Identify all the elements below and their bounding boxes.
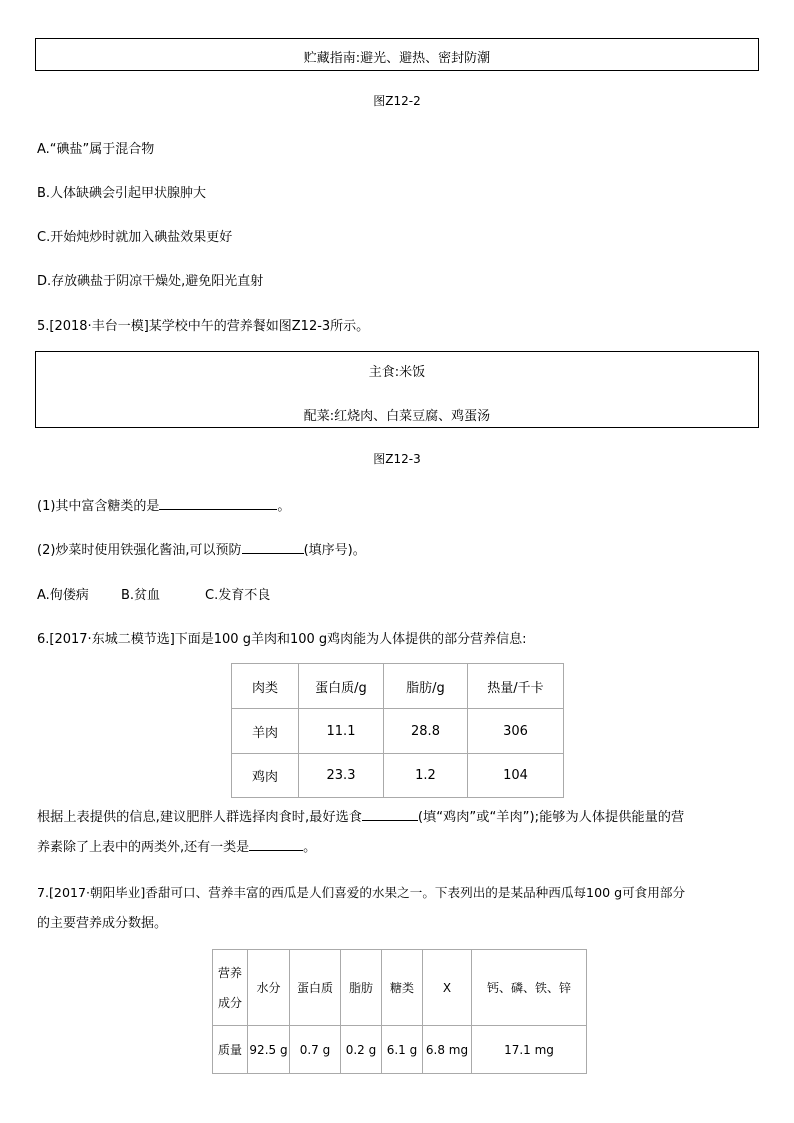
answer-blank[interactable] — [159, 497, 277, 510]
table-header: 肉类 — [232, 664, 299, 709]
question-5-1 — [37, 495, 290, 514]
table-header: 脂肪/g — [384, 664, 468, 709]
q5-option-a: A.佝偻病 — [37, 588, 89, 603]
table-cell: 1.2 — [384, 754, 468, 798]
table-header: 热量/千卡 — [468, 664, 564, 709]
q6-text-1: 根据上表提供的信息,建议肥胖人群选择肉食时,最好选食 — [37, 810, 362, 825]
option-c: C.开始炖炒时就加入碘盐效果更好 — [37, 230, 233, 245]
question-7-line1: 7.[2017·朝阳毕业]香甜可口、营养丰富的西瓜是人们喜爱的水果之一。下表列出的是某品种西瓜每100 g可食用部分 — [37, 885, 686, 900]
q6-text-2: (填“鸡肉”或“羊肉”);能够为人体提供能量的营 — [417, 810, 685, 825]
q5-option-c: C.发育不良 — [205, 588, 271, 603]
menu-side-dishes: 配菜:红烧肉、白菜豆腐、鸡蛋汤 — [303, 409, 491, 424]
answer-blank[interactable] — [362, 808, 418, 821]
watermelon-nutrition-table — [212, 949, 587, 1074]
answer-blank[interactable] — [249, 838, 303, 851]
q6-text-3: 养素除了上表中的两类外,还有一类是 — [37, 840, 250, 855]
table-cell: 6.1 g — [382, 1026, 423, 1074]
option-d: D.存放碘盐于阴凉干燥处,避免阳光直射 — [37, 274, 264, 289]
meat-nutrition-table — [231, 663, 564, 798]
menu-box — [35, 351, 759, 428]
question-5-2 — [37, 539, 366, 558]
answer-blank[interactable] — [242, 541, 304, 554]
table-header: 水分 — [248, 950, 290, 1026]
question-5-2-text: (2)炒菜时使用铁强化酱油,可以预防 — [37, 543, 242, 558]
table-header: 钙、磷、铁、锌 — [472, 950, 587, 1026]
menu-staple: 主食:米饭 — [368, 365, 426, 380]
table-cell: 92.5 g — [248, 1026, 290, 1074]
question-6: 6.[2017·东城二模节选]下面是100 g羊肉和100 g鸡肉能为人体提供的部分营养信息: — [37, 632, 527, 647]
table-cell: 6.8 mg — [423, 1026, 472, 1074]
question-6-body-line1 — [37, 806, 684, 825]
table-header: 蛋白质 — [290, 950, 341, 1026]
figure-caption-z12-3: 图Z12-3 — [373, 452, 421, 466]
q6-text-4: 。 — [303, 840, 317, 855]
table-cell: 0.2 g — [341, 1026, 382, 1074]
table-cell: 17.1 mg — [472, 1026, 587, 1074]
table-cell: 28.8 — [384, 709, 468, 754]
table-header-text: 成分 — [217, 995, 242, 1010]
table-header: 糖类 — [382, 950, 423, 1026]
table-header: 蛋白质/g — [299, 664, 384, 709]
table-cell: 0.7 g — [290, 1026, 341, 1074]
storage-guide-text: 贮藏指南:避光、避热、密封防潮 — [303, 51, 491, 66]
option-a: A.“碘盐”属于混合物 — [37, 142, 155, 157]
table-cell: 羊肉 — [232, 709, 299, 754]
question-6-body-line2 — [37, 836, 316, 855]
table-header: X — [423, 950, 472, 1026]
question-5-2-end: (填序号)。 — [303, 543, 366, 558]
question-7-line2: 的主要营养成分数据。 — [37, 916, 168, 931]
question-5-1-text: (1)其中富含糖类的是 — [37, 499, 160, 514]
table-cell: 306 — [468, 709, 564, 754]
table-header-nutrient — [213, 950, 248, 1026]
q5-option-b: B.贫血 — [121, 588, 161, 603]
table-cell: 23.3 — [299, 754, 384, 798]
question-5: 5.[2018·丰台一模]某学校中午的营养餐如图Z12-3所示。 — [37, 319, 370, 334]
table-header-text: 营养 — [217, 965, 242, 980]
table-cell: 鸡肉 — [232, 754, 299, 798]
storage-guide-box — [35, 38, 759, 71]
table-row-label: 质量 — [213, 1026, 248, 1074]
table-cell: 104 — [468, 754, 564, 798]
option-b: B.人体缺碘会引起甲状腺肿大 — [37, 186, 207, 201]
table-cell: 11.1 — [299, 709, 384, 754]
table-header: 脂肪 — [341, 950, 382, 1026]
figure-caption-z12-2: 图Z12-2 — [373, 94, 421, 108]
question-5-1-end: 。 — [277, 499, 291, 514]
